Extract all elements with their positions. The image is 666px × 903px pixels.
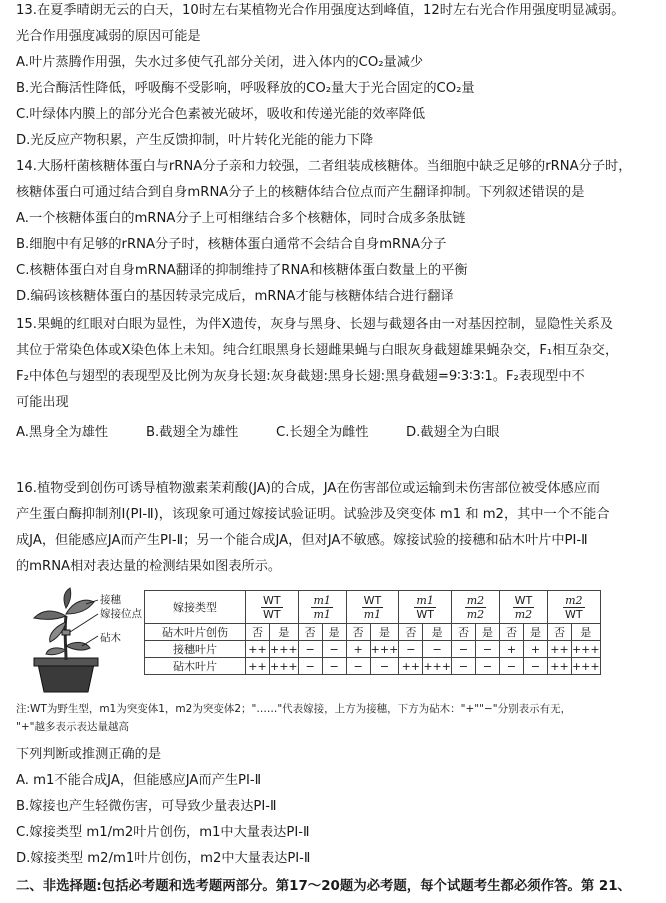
table-cell: − [475, 641, 499, 658]
table-row-rootstock [145, 658, 601, 675]
q14-option-b: B.细胞中有足够的rRNA分子时，核糖体蛋白通常不会结合自身mRNA分子 [16, 237, 447, 252]
table-cell: 否 [298, 624, 322, 641]
q16-note-line2: "+"越多表示表达量越高 [16, 721, 129, 733]
graft-rootstock: m2 [466, 607, 485, 621]
graft-scion: m2 [466, 593, 485, 607]
graft-rootstock: m2 [514, 607, 533, 621]
graft-rootstock: WT [564, 607, 583, 621]
table-cell: 否 [499, 624, 523, 641]
table-cell: − [370, 658, 399, 675]
graft-scion: m1 [414, 594, 436, 608]
q15-stem-line2: 其位于常染色体或X染色体上未知。纯合红眼黑身长翅雌果蝇与白眼灰身截翅雄果蝇杂交，F₁相互杂交， [16, 343, 619, 358]
table-cell: 否 [346, 624, 370, 641]
q14-option-a: A.一个核糖体蛋白的mRNA分子上可相继结合多个核糖体，同时合成多条肽链 [16, 211, 466, 226]
table-cell: + [346, 641, 370, 658]
graft-scion: WT [363, 593, 382, 607]
q13-option-a: A.叶片蒸腾作用强，失水过多使气孔部分关闭，进入体内的CO₂量减少 [16, 55, 424, 70]
table-cell: ++ [547, 641, 571, 658]
graft-column [499, 591, 547, 624]
q14-stem-line2: 核糖体蛋白可通过结合到自身mRNA分子上的核糖体结合位点而产生翻译抑制。下列叙述错误的是 [16, 185, 585, 200]
q15-stem-line3: F₂中体色与翅型的表现型及比例为灰身长翅:灰身截翅:黑身长翅:黑身截翅=9∶3∶3∶1。F₂表现型中不 [16, 369, 585, 384]
q16-question: 下列判断或推测正确的是 [16, 747, 162, 762]
table-row-scion [145, 641, 601, 658]
table-cell: ++ [246, 641, 270, 658]
q16-stem-line2: 产生蛋白酶抑制剂Ⅰ(PI-Ⅱ)，该现象可通过嫁接试验证明。试验涉及突变体 m1 和 m2，其中一个不能合 [16, 507, 610, 522]
table-header-row [145, 591, 601, 624]
table-cell: +++ [370, 642, 399, 656]
row-label-scion: 接穗叶片 [145, 641, 246, 658]
table-cell: ++ [399, 658, 423, 675]
table-cell: − [298, 658, 322, 675]
graft-column [346, 591, 399, 624]
q16-option-d: D.嫁接类型 m2/m1叶片创伤，m2中大量表达PI-Ⅱ [16, 851, 311, 866]
q16-stem-line3: 成JA，但能感应JA而产生PI-Ⅱ；另一个能合成JA，但对JA不敏感。嫁接试验的接穗和砧木叶片中PI-Ⅱ [16, 533, 588, 548]
table-cell: ++ [547, 658, 571, 675]
section2-heading: 二、非选择题:包括必考题和选考题两部分。第17～20题为必考题，每个试题考生都必须作答。第 21、 [16, 879, 631, 894]
table-cell: +++ [270, 642, 298, 656]
table-cell: 否 [547, 624, 571, 641]
q13-option-b: B.光合酶活性降低，呼吸酶不受影响，呼吸释放的CO₂量大于光合固定的CO₂量 [16, 81, 475, 96]
row-label-wound: 砧木叶片创伤 [145, 624, 246, 641]
table-cell: 是 [523, 624, 547, 641]
q16-option-b: B.嫁接也产生轻微伤害，可导致少量表达PI-Ⅱ [16, 799, 277, 814]
table-cell: 是 [475, 624, 499, 641]
header-graft-type: 嫁接类型 [145, 591, 246, 624]
graft-column [298, 591, 346, 624]
q16-stem-line4: 的mRNA相对表达量的检测结果如图表所示。 [16, 559, 282, 574]
q13-stem-line1: 13.在夏季晴朗无云的白天，10时左右某植物光合作用强度达到峰值，12时左右光合作用强度明显减弱。 [16, 3, 625, 18]
table-cell: 否 [399, 624, 423, 641]
q13-stem-line2: 光合作用强度减弱的原因可能是 [16, 29, 201, 44]
q13-option-d: D.光反应产物积累，产生反馈抑制，叶片转化光能的能力下降 [16, 133, 374, 148]
graft-scion: m2 [563, 594, 585, 608]
q16-stem-line1: 16.植物受到创伤可诱导植物激素茉莉酸(JA)的合成，JA在伤害部位或运输到未伤害部位被受体感应而 [16, 481, 601, 496]
table-cell: + [523, 641, 547, 658]
table-cell: +++ [423, 659, 451, 673]
q14-option-d: D.编码该核糖体蛋白的基因转录完成后，mRNA才能与核糖体结合进行翻译 [16, 289, 454, 304]
table-cell: − [451, 641, 475, 658]
table-cell: − [322, 641, 346, 658]
table-cell: − [423, 641, 452, 658]
table-cell: − [346, 658, 370, 675]
table-cell: − [298, 641, 322, 658]
graft-rootstock: WT [263, 607, 281, 621]
table-cell: − [523, 658, 547, 675]
q15-option-b: B.截翅全为雄性 [146, 425, 239, 440]
table-cell: − [322, 658, 346, 675]
table-row-wound [145, 624, 601, 641]
table-cell: − [499, 658, 523, 675]
q16-option-c: C.嫁接类型 m1/m2叶片创伤，m1中大量表达PI-Ⅱ [16, 825, 310, 840]
graft-results-table [144, 590, 601, 675]
graft-rootstock: WT [416, 607, 434, 621]
graft-scion: WT [263, 593, 281, 607]
label-scion: 接穗 [100, 594, 121, 606]
graft-column [399, 591, 452, 624]
table-cell: +++ [571, 659, 600, 673]
q15-option-d: D.截翅全为白眼 [406, 425, 500, 440]
table-cell: 否 [246, 624, 270, 641]
graft-rootstock: m1 [363, 607, 382, 621]
graft-rootstock: m1 [313, 607, 331, 621]
graft-scion: WT [514, 593, 533, 607]
table-cell: +++ [571, 642, 600, 656]
q14-stem-line1: 14.大肠杆菌核糖体蛋白与rRNA分子亲和力较强，二者组装成核糖体。当细胞中缺乏足够的rRNA分子时， [16, 159, 632, 174]
graft-column [547, 591, 600, 624]
graft-column [451, 591, 499, 624]
table-cell: − [399, 641, 423, 658]
table-cell: + [499, 641, 523, 658]
table-cell: 是 [423, 624, 452, 641]
graft-column [246, 591, 299, 624]
q15-option-c: C.长翅全为雌性 [276, 425, 369, 440]
q15-option-a: A.黑身全为雄性 [16, 425, 109, 440]
q15-stem-line4: 可能出现 [16, 395, 69, 410]
label-graft-site: 嫁接位点 [100, 608, 142, 620]
table-cell: 是 [571, 624, 600, 641]
table-cell: 是 [370, 624, 399, 641]
row-label-rootstock: 砧木叶片 [145, 658, 246, 675]
table-cell: +++ [270, 659, 298, 673]
q13-option-c: C.叶绿体内膜上的部分光合色素被光破坏，吸收和传递光能的效率降低 [16, 107, 426, 122]
table-cell: − [475, 658, 499, 675]
table-cell: − [451, 658, 475, 675]
q14-option-c: C.核糖体蛋白对自身mRNA翻译的抑制维持了RNA和核糖体蛋白数量上的平衡 [16, 263, 468, 278]
q16-option-a: A. m1不能合成JA，但能感应JA而产生PI-Ⅱ [16, 773, 262, 788]
q16-figure [16, 586, 646, 694]
table-cell: 是 [322, 624, 346, 641]
table-cell: 是 [270, 624, 299, 641]
q15-stem-line1: 15.果蝇的红眼对白眼为显性，为伴X遗传，灰身与黑身、长翅与截翅各由一对基因控制，显隐性关系及 [16, 317, 614, 332]
table-cell: ++ [246, 658, 270, 675]
graft-scion: m1 [313, 593, 331, 607]
table-cell: 否 [451, 624, 475, 641]
label-rootstock: 砧木 [100, 632, 121, 644]
q16-note-line1: 注:WT为野生型，m1为突变体1，m2为突变体2；"……"代表嫁接，上方为接穗，下方为砧木："+""−"分别表示有无， [16, 703, 572, 715]
